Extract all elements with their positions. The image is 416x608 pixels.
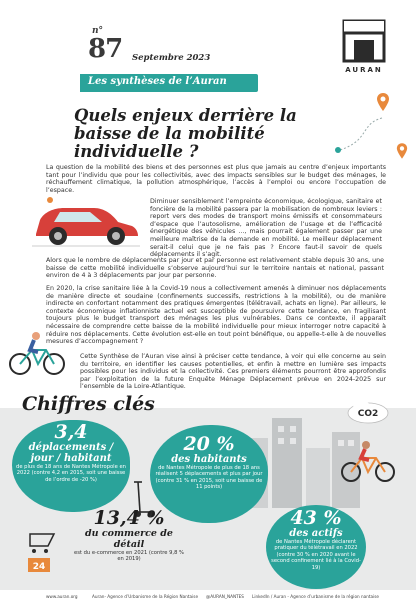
aim-paragraph: Cette Synthèse de l’Auran vise ainsi à préciser cette tendance, à voir qui elle concerne au sein du territoire, en identifier les causes potentielles, et enfin à mettre en lumière ses impacts possibles pour les individus et la collectivité. Ces premiers éléments pourront être approfondis par l’exploitation de la future Enquête Ménage Déplacement prévue en 2024-2025 sur l’ensemble de la Loire-Atlantique. — [80, 353, 386, 391]
auran-logo-icon — [340, 18, 388, 64]
key-figures-title: Chiffres clés — [22, 393, 155, 415]
co2-cloud-icon — [346, 398, 390, 424]
stat-inhabitants — [154, 434, 264, 491]
trend-paragraph: Alors que le nombre de déplacements par jour et par personne est relativement stable depuis 30 ans, une baisse de cette mobilité individuelle s’observe aujourd’hui sur le territoire nantais et national, passant environ de 4 à 3 déplacements par jour par personne. — [46, 257, 384, 280]
stat-description: de Nantes Métropole de plus de 18 ans réalisent 5 déplacements et plus par jour (contre 31 % en 2015, soit une baisse de 11 points) — [155, 465, 263, 491]
footer-twitter-link[interactable]: @AURAN_NANTES — [206, 594, 244, 599]
cart-icon — [24, 528, 64, 576]
stat-value: 13,4 % — [93, 507, 165, 529]
stat-value: 20 % — [183, 433, 235, 455]
location-pin-icon — [376, 92, 390, 112]
series-banner — [80, 74, 258, 92]
stat-description: est du e-commerce en 2021 (contre 9,8 % en 2019) — [74, 550, 184, 563]
stat-trips-per-day — [16, 422, 126, 483]
cyclist-icon — [340, 440, 396, 484]
footer-website-link[interactable]: www.auran.org — [46, 594, 78, 599]
stat-value: 3,4 — [54, 421, 88, 443]
stat-ecommerce — [70, 508, 188, 563]
stat-unit: du commerce de détail — [85, 528, 173, 550]
covid-paragraph: En 2020, la crise sanitaire liée à la Covid-19 nous a collectivement amenés à diminuer nos déplacements de manière directe et soudaine (confinements successifs, restrictions à la mobilité), ou de manière indirecte en confortant notamment des pratiques émergentes (télétravail, achats en ligne). Par ailleurs, le contexte économique inflationniste actuel est susceptible de poursuivre cette tendance, en fragilisant toujours plus le budget transport des ménages les plus vulnérables. Dans ce contexte, il apparaît nécessaire de comprendre cette baisse de la mobilité individuelle pour mieux interroger notre capacité à réduire nos déplacements. Cette évolution est-elle en tout point bénéfique, ou appelle-t-elle à de nouvelles mesures d’accompagnement ? — [46, 285, 386, 346]
series-banner-label: Les synthèses de l’Auran — [88, 76, 227, 87]
stat-description: de plus de 18 ans de Nantes Métropole en 2022 (contre 4,2 en 2015, soit une baisse de l’ordre de -20 %) — [16, 464, 126, 483]
route-dotted-line — [330, 110, 410, 160]
footer — [0, 590, 416, 608]
footer-linkedin-link[interactable]: LinkedIn / Auran - Agence d’urbanisme de la région nantaise — [252, 594, 379, 599]
co2-label: CO2 — [357, 409, 379, 419]
page-title: Quels enjeux derrière la baisse de la mobilité individuelle ? — [74, 106, 297, 161]
svg-text:24: 24 — [32, 562, 46, 572]
auran-logo-text: AURAN — [345, 66, 383, 74]
cyclist-icon — [8, 330, 66, 376]
stat-unit: déplacements / jour / habitant — [28, 442, 114, 464]
stat-description: de Nantes Métropole déclarent pratiquer du télétravail en 2022 (contre 30 % en 2020 avant le second confinement lié à la Covid-19) — [271, 539, 361, 571]
issue-number-label: n° — [92, 26, 104, 36]
stat-value: 43 % — [290, 507, 342, 529]
footer-facebook-link[interactable]: Auran- Agence d’Urbanisme de la Région Nantaise — [92, 594, 199, 599]
car-icon — [30, 190, 142, 250]
levers-paragraph: Diminuer sensiblement l’empreinte économique, écologique, sanitaire et foncière de la mobilité passera par la mobilisation de nombreux leviers : report vers des modes de transport moins émissifs et consommateurs d’espace que l’autosolisme, amélioration de l’usage et de l’efficacité énergétique des véhicules ..., mais pourrait également passer par une meilleure maîtrise de la demande en mobilité. Le meilleur déplacement serait-il celui que je ne fais pas ? Encore faut-il savoir de quels déplacements il s’agit. — [150, 198, 382, 259]
stat-unit: des actifs — [289, 528, 343, 539]
stat-unit: des habitants — [171, 454, 247, 465]
intro-paragraph: La question de la mobilité des biens et des personnes est plus que jamais au centre d’enjeux importants tant pour l’individu que pour les collectivités, avec des impacts sensibles sur le budget des ménages, le réchauffement climatique, la pollution atmosphérique, l’accès à l’emploi ou encore l’occupation de l’espace. — [46, 164, 386, 194]
issue-number: 87 — [88, 34, 123, 64]
stat-teleworkers — [268, 508, 364, 571]
issue-date: Septembre 2023 — [132, 53, 211, 63]
